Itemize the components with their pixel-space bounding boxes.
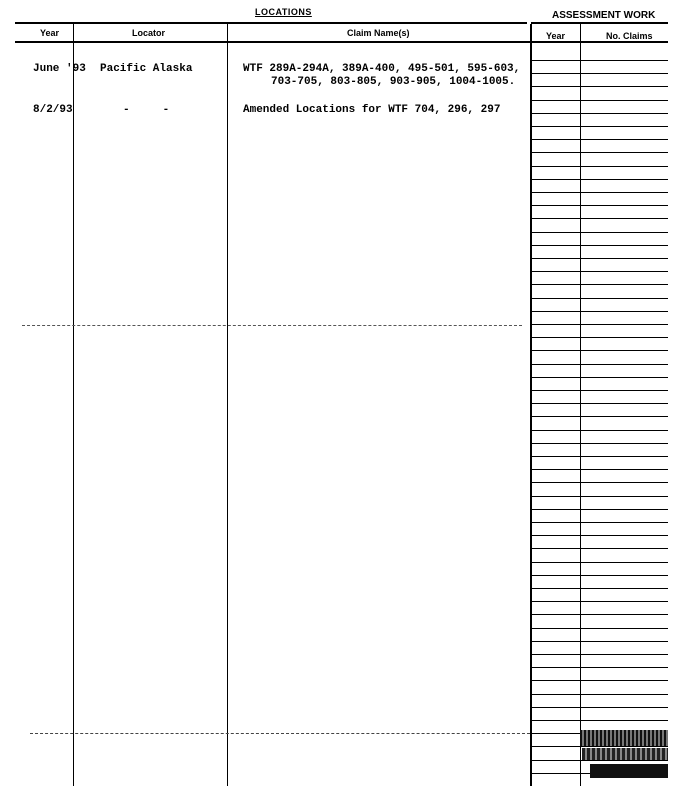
assessment-work-row-rule bbox=[531, 654, 668, 655]
entry-2-year: 8/2/93 bbox=[33, 104, 73, 116]
assessment-work-row-rule bbox=[531, 469, 668, 470]
assessment-work-row-rule bbox=[531, 100, 668, 101]
assessment-work-row-rule bbox=[531, 575, 668, 576]
assessment-work-row-rule bbox=[531, 416, 668, 417]
assessment-work-row-rule bbox=[531, 192, 668, 193]
assessment-work-row-rule bbox=[531, 456, 668, 457]
assessment-work-row-rule bbox=[531, 271, 668, 272]
assessment-work-row-rule bbox=[531, 166, 668, 167]
entry-1-year: June '93 bbox=[33, 63, 86, 75]
assessment-work-row-rule bbox=[531, 113, 668, 114]
assessment-work-row-rule bbox=[531, 588, 668, 589]
assessment-work-row-rule bbox=[531, 126, 668, 127]
assessment-work-row-rule bbox=[531, 218, 668, 219]
header-top-rule bbox=[15, 22, 527, 24]
column-header-year: Year bbox=[40, 28, 60, 38]
assessment-work-row-rule bbox=[531, 430, 668, 431]
assessment-work-row-rule bbox=[531, 205, 668, 206]
column-divider-locator bbox=[227, 24, 228, 786]
assessment-work-row-rule bbox=[531, 73, 668, 74]
entry-1-claims-line-1: WTF 289A-294A, 389A-400, 495-501, 595-603, bbox=[243, 63, 521, 75]
assessment-work-row-rule bbox=[531, 245, 668, 246]
entry-1-claims-line-2: 703-705, 803-805, 903-905, 1004-1005. bbox=[271, 76, 516, 88]
column-divider-year bbox=[73, 24, 74, 786]
assessment-work-row-rule bbox=[531, 694, 668, 695]
assessment-work-row-rule bbox=[531, 746, 668, 747]
assessment-work-row-rule bbox=[531, 509, 668, 510]
assessment-work-row-rule bbox=[531, 535, 668, 536]
entry-2-locator: - - bbox=[123, 104, 170, 116]
column-header-aw-year: Year bbox=[546, 31, 566, 41]
assessment-work-row-rule bbox=[531, 298, 668, 299]
assessment-work-row-rule bbox=[531, 179, 668, 180]
assessment-work-row-rule bbox=[531, 548, 668, 549]
column-header-locator: Locator bbox=[132, 28, 166, 38]
assessment-work-row-rule bbox=[531, 258, 668, 259]
assessment-work-row-rule bbox=[531, 496, 668, 497]
entry-1-locator: Pacific Alaska bbox=[100, 63, 193, 75]
assessment-work-row-rule bbox=[531, 680, 668, 681]
assessment-work-row-rule bbox=[531, 337, 668, 338]
entry-2-claims-line-1: Amended Locations for WTF 704, 296, 297 bbox=[243, 104, 501, 116]
assessment-work-row-rule bbox=[531, 152, 668, 153]
assessment-work-row-rule bbox=[531, 614, 668, 615]
assessment-work-row-rule bbox=[531, 667, 668, 668]
header-top-rule-aw bbox=[531, 22, 668, 24]
assessment-work-row-rule bbox=[531, 364, 668, 365]
assessment-work-row-rule bbox=[531, 311, 668, 312]
assessment-work-row-rule bbox=[531, 641, 668, 642]
locations-section-title: LOCATIONS bbox=[255, 7, 312, 17]
assessment-work-row-rule bbox=[531, 284, 668, 285]
assessment-work-row-rule bbox=[531, 232, 668, 233]
assessment-work-row-rule bbox=[531, 760, 668, 761]
assessment-work-row-rule bbox=[531, 139, 668, 140]
assessment-work-row-rule bbox=[531, 720, 668, 721]
assessment-work-row-rule bbox=[531, 403, 668, 404]
fold-line-upper bbox=[22, 325, 522, 326]
assessment-work-row-rule bbox=[531, 628, 668, 629]
assessment-work-row-rule bbox=[531, 482, 668, 483]
column-header-claim-names: Claim Name(s) bbox=[347, 28, 410, 38]
assessment-work-section-title: ASSESSMENT WORK bbox=[552, 10, 656, 21]
assessment-work-row-rule bbox=[531, 707, 668, 708]
assessment-work-row-rule bbox=[531, 324, 668, 325]
header-bottom-rule bbox=[15, 41, 668, 43]
fold-line-lower bbox=[30, 733, 530, 734]
assessment-work-row-rule bbox=[531, 601, 668, 602]
assessment-work-row-rule bbox=[531, 390, 668, 391]
column-header-no-claims: No. Claims bbox=[606, 31, 653, 41]
assessment-work-row-rule bbox=[531, 60, 668, 61]
assessment-work-row-rule bbox=[531, 350, 668, 351]
assessment-work-row-rule bbox=[531, 377, 668, 378]
assessment-work-row-rule bbox=[531, 562, 668, 563]
scan-noise-block-2 bbox=[582, 748, 668, 760]
scan-noise-block-3 bbox=[590, 764, 668, 778]
scan-noise-block-1 bbox=[580, 730, 668, 746]
assessment-work-row-rule bbox=[531, 443, 668, 444]
assessment-work-row-rule bbox=[531, 522, 668, 523]
assessment-work-row-rule bbox=[531, 86, 668, 87]
